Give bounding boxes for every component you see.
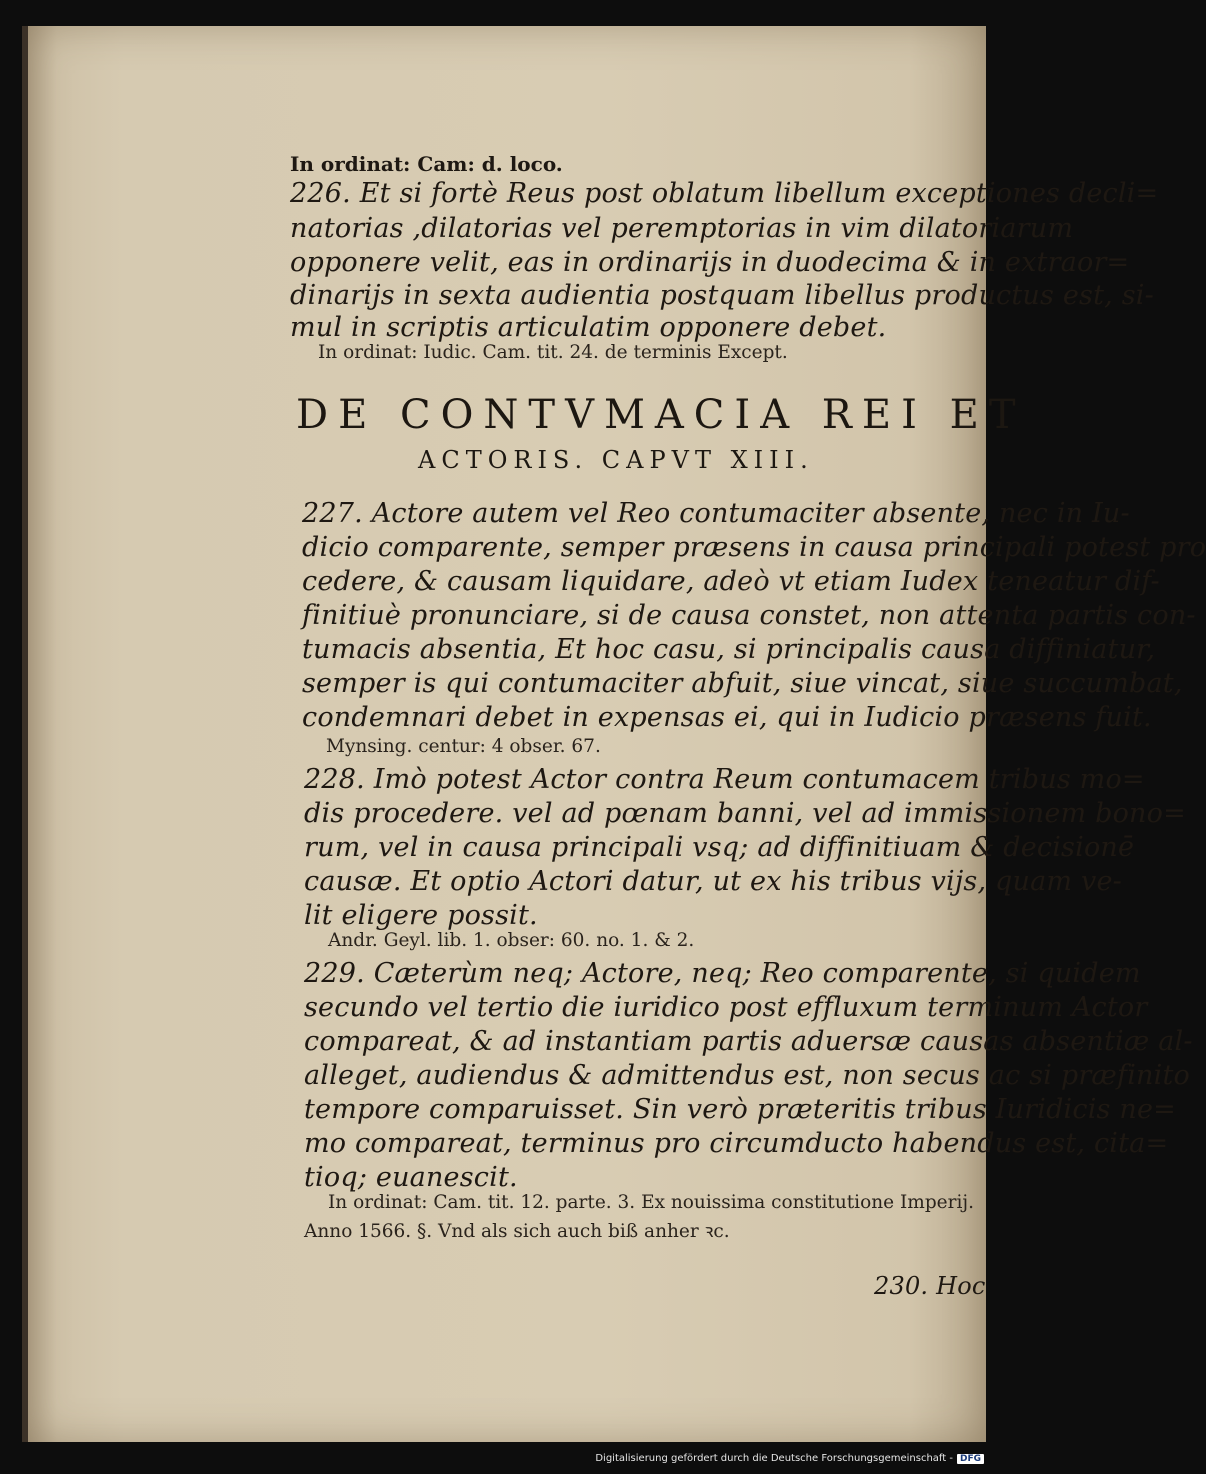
text-line: natorias ,dilatorias vel peremptorias in vim dilatoriarum — [290, 213, 1074, 244]
text-line: cedere, & causam liquidare, adeò vt etiam Iudex teneatur dif- — [302, 566, 1160, 597]
text-line: dicio comparente, semper præsens in causa principali potest pro — [302, 532, 1206, 563]
text-line: dinarijs in sexta audientia postquam libellus productus est, si- — [290, 280, 1154, 311]
footer-credit — [595, 1453, 984, 1464]
text-line: alleget, audiendus & admittendus est, non secus ac si præfinito — [304, 1060, 1190, 1091]
catchword: 230. Hoc — [874, 1272, 986, 1300]
footer-text: Digitalisierung gefördert durch die Deutsche Forschungsgemeinschaft - — [595, 1453, 953, 1464]
citation-line: Anno 1566. §. Vnd als sich auch biß anher ꝛc. — [304, 1221, 730, 1242]
text-line: compareat, & ad instantiam partis aduersæ causas absentiæ al- — [304, 1026, 1193, 1057]
citation-line: Mynsing. centur: 4 obser. 67. — [326, 736, 601, 757]
text-line: lit eligere possit. — [304, 900, 538, 931]
text-line: tempore comparuisset. Sin verò præteritis tribus Iuridicis ne= — [304, 1094, 1176, 1125]
text-line: In ordinat: Cam: d. loco. — [290, 152, 563, 176]
citation-line: In ordinat: Iudic. Cam. tit. 24. de terminis Except. — [318, 342, 788, 363]
citation-line: Andr. Geyl. lib. 1. obser: 60. no. 1. & 2. — [328, 930, 695, 951]
text-line: secundo vel tertio die iuridico post effluxum terminum Actor — [304, 992, 1148, 1023]
chapter-heading: DE CONTVMACIA REI ET — [296, 392, 1026, 438]
text-line: opponere velit, eas in ordinarijs in duodecima & in extraor= — [290, 247, 1130, 278]
text-line: causæ. Et optio Actori datur, ut ex his tribus vijs, quam ve- — [304, 866, 1122, 897]
text-line: tumacis absentia, Et hoc casu, si principalis causa diffiniatur, — [302, 634, 1156, 665]
text-line: 226. Et si fortè Reus post oblatum libellum exceptiones decli= — [290, 178, 1159, 209]
text-line: 228. Imò potest Actor contra Reum contumacem tribus mo= — [304, 764, 1145, 795]
text-line: 229. Cæterùm neq; Actore, neq; Reo comparente, si quidem — [304, 958, 1141, 989]
text-line: 227. Actore autem vel Reo contumaciter absente, nec in Iu- — [302, 498, 1130, 529]
text-line: dis procedere. vel ad pœnam banni, vel ad immissionem bono= — [304, 798, 1186, 829]
text-line: tioq; euanescit. — [304, 1162, 518, 1193]
text-line: finitiuè pronunciare, si de causa constet, non attenta partis con- — [302, 600, 1196, 631]
chapter-subheading: ACTORIS. CAPVT XIII. — [418, 446, 814, 474]
text-line: condemnari debet in expensas ei, qui in Iudicio præsens fuit. — [302, 702, 1152, 733]
dfg-logo: DFG — [957, 1454, 984, 1464]
citation-line: In ordinat: Cam. tit. 12. parte. 3. Ex nouissima constitutione Imperij. — [328, 1192, 974, 1213]
text-line: mul in scriptis articulatim opponere debet. — [290, 312, 887, 343]
text-line: rum, vel in causa principali vsq; ad diffinitiuam & decisionē — [304, 832, 1135, 863]
text-line: mo compareat, terminus pro circumducto habendus est, cita= — [304, 1128, 1169, 1159]
book-page — [22, 26, 1206, 1442]
text-line: semper is qui contumaciter abfuit, siue vincat, siue succumbat, — [302, 668, 1183, 699]
